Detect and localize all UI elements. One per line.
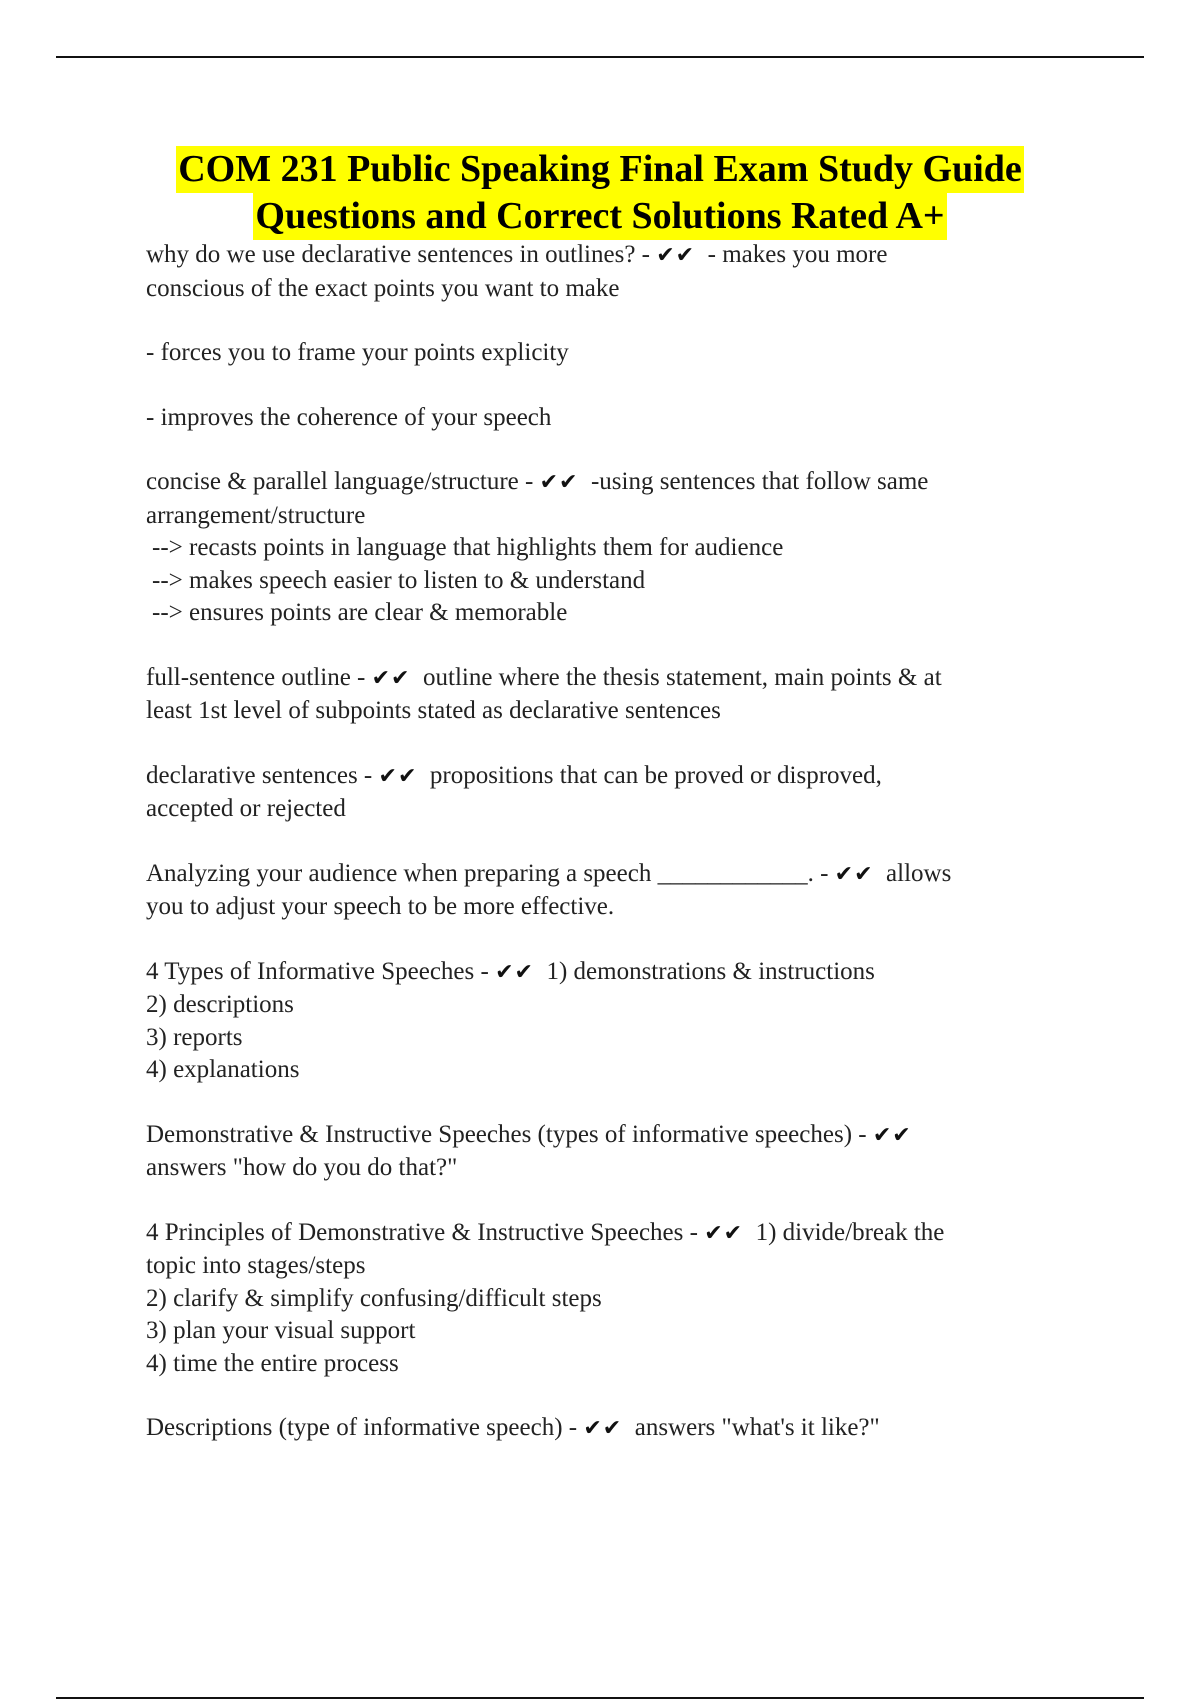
- question-text: why do we use declarative sentences in outlines? -: [146, 241, 657, 268]
- answer-text: - makes you more: [695, 241, 888, 268]
- qa-entry: [146, 466, 1076, 630]
- answer-bullet: - improves the coherence of your speech: [146, 403, 552, 431]
- check-mark-icon: ✔✔: [704, 1220, 744, 1246]
- answer-bullet: - forces you to frame your points explicity: [146, 339, 569, 366]
- check-mark-icon: ✔✔: [378, 763, 418, 789]
- title-line-2: Questions and Correct Solutions Rated A+: [253, 193, 946, 240]
- answer-text: answers "what's it like?": [622, 1414, 880, 1441]
- answer-list-item: 3) reports: [146, 1023, 243, 1051]
- question-text: Demonstrative & Instructive Speeches (types of informative speeches) -: [146, 1120, 873, 1148]
- answer-continuation: you to adjust your speech to be more effective.: [146, 893, 615, 920]
- answer-continuation: answers "how do you do that?": [146, 1154, 458, 1181]
- question-text: 4 Principles of Demonstrative & Instructive Speeches -: [146, 1218, 705, 1246]
- question-text: Analyzing your audience when preparing a speech ____________. -: [146, 859, 835, 887]
- answer-text: outline where the thesis statement, main points & at: [410, 663, 942, 691]
- qa-entry: [146, 662, 1076, 728]
- answer-list-item: 2) clarify & simplify confusing/difficult steps: [146, 1284, 602, 1312]
- question-text: Descriptions (type of informative speech) -: [146, 1414, 584, 1441]
- qa-entry: [146, 858, 1076, 924]
- answer-list-item: 3) plan your visual support: [146, 1317, 416, 1344]
- check-mark-icon: ✔✔: [583, 1416, 623, 1441]
- check-mark-icon: ✔✔: [495, 959, 534, 985]
- answer-list-item: 4) explanations: [146, 1056, 300, 1083]
- answer-arrow-point: --> makes speech easier to listen to & understand: [152, 566, 646, 594]
- answer-text: 1) divide/break the: [743, 1218, 945, 1246]
- answer-text: 1) demonstrations & instructions: [533, 957, 875, 985]
- qa-entry: [146, 760, 1076, 826]
- study-guide-content: [146, 239, 1076, 1478]
- answer-continuation: conscious of the exact points you want to make: [146, 274, 620, 302]
- check-mark-icon: ✔✔: [371, 665, 411, 691]
- qa-first-line: [146, 858, 1076, 892]
- qa-entry: [146, 956, 1076, 1087]
- qa-first-line: [146, 760, 1076, 794]
- question-text: 4 Types of Informative Speeches -: [146, 957, 496, 985]
- answer-continuation: least 1st level of subpoints stated as declarative sentences: [146, 697, 721, 724]
- answer-continuation: accepted or rejected: [146, 795, 346, 822]
- answer-text: propositions that can be proved or disproved,: [417, 761, 882, 789]
- answer-text: -using sentences that follow same: [578, 468, 929, 495]
- question-text: concise & parallel language/structure -: [146, 468, 540, 495]
- answer-list-item: 4) time the entire process: [146, 1349, 399, 1377]
- qa-entry: [146, 239, 1076, 305]
- qa-entry: [146, 1412, 1076, 1446]
- bottom-rule: [56, 1697, 1144, 1699]
- check-mark-icon: ✔✔: [539, 470, 579, 495]
- qa-first-line: [146, 1412, 1076, 1446]
- answer-continuation: topic into stages/steps: [146, 1252, 366, 1279]
- answer-text: allows: [873, 859, 952, 887]
- qa-entry: [146, 1119, 1076, 1185]
- qa-entry: [146, 402, 1076, 435]
- check-mark-icon: ✔✔: [656, 243, 696, 268]
- question-text: declarative sentences -: [146, 761, 379, 789]
- check-mark-icon: ✔✔: [872, 1122, 912, 1148]
- title-line-1: COM 231 Public Speaking Final Exam Study Guide: [176, 146, 1024, 193]
- qa-first-line: [146, 1217, 1076, 1251]
- answer-list-item: 2) descriptions: [146, 991, 294, 1018]
- question-text: full-sentence outline -: [146, 663, 372, 691]
- qa-entry: [146, 1217, 1076, 1381]
- qa-first-line: [146, 1119, 1076, 1153]
- top-rule: [56, 56, 1144, 58]
- qa-first-line: [146, 662, 1076, 696]
- qa-first-line: [146, 956, 1076, 990]
- document-title: [60, 146, 1140, 240]
- qa-first-line: [146, 239, 1076, 273]
- answer-continuation: arrangement/structure: [146, 501, 366, 529]
- qa-entry: [146, 337, 1076, 370]
- answer-arrow-point: --> recasts points in language that highlights them for audience: [152, 534, 784, 561]
- qa-first-line: [146, 466, 1076, 500]
- check-mark-icon: ✔✔: [834, 861, 874, 887]
- answer-arrow-point: --> ensures points are clear & memorable: [152, 599, 568, 626]
